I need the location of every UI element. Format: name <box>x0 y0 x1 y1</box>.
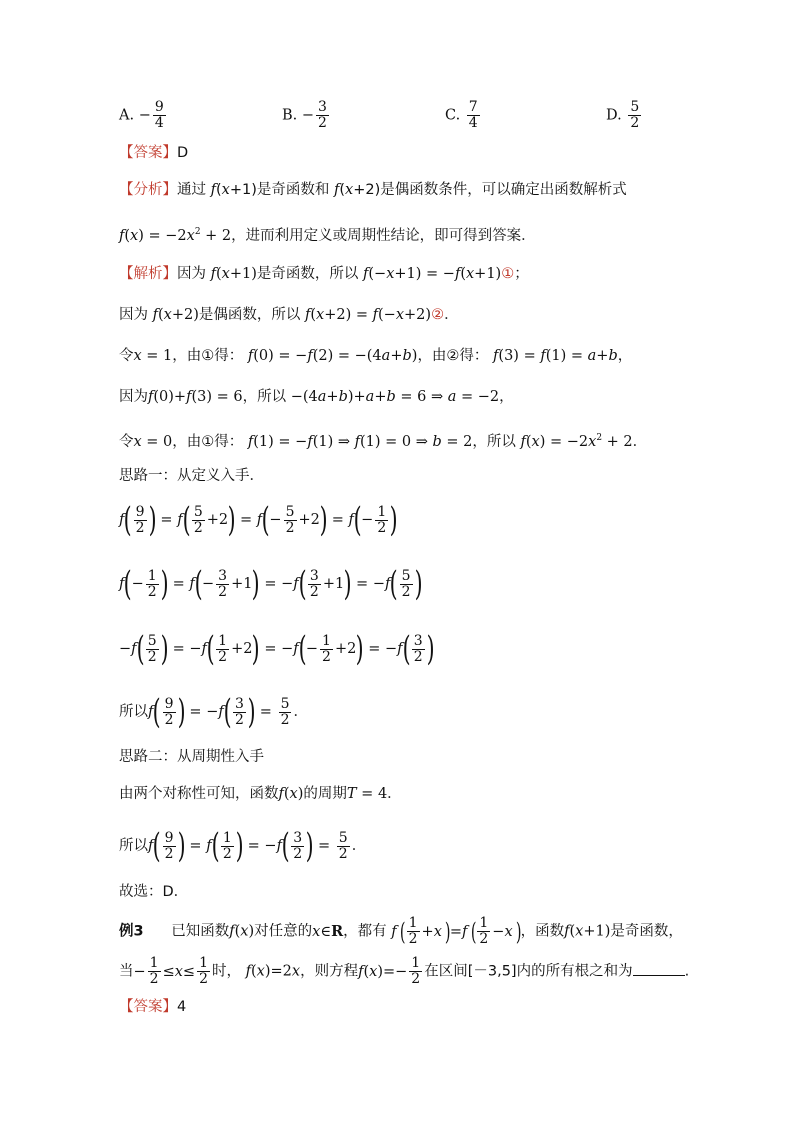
solution-line-2: 因为 f(x+2)是偶函数，所以 f(x+2) = f(−x+2)②． <box>119 307 459 323</box>
solution-line-1: 【解析】因为 f(x+1)是奇函数，所以 f(−x+1) = −f(x+1)①； <box>119 266 529 282</box>
equation-row-5: 所以f( $\frac{9}{2}$ ) = f( $\frac{1}{2}$ ) = −f( $\frac{3}{2}$ ) = $\frac{5}{2}$ ． <box>119 826 367 866</box>
analysis-line-2: $f(x) = -2x^2 + 2$，进而利用定义或周期性结论，即可得到答案． <box>119 227 536 244</box>
answer-line-2: 【答案】4 <box>119 999 187 1015</box>
idea-1-heading: 思路一：从定义入手． <box>119 468 264 484</box>
choose-line: 故选：D． <box>119 884 189 900</box>
answer-line: 【答案】D <box>119 145 189 161</box>
equation-row-1: f( $\frac{9}{2}$ ) = f( $\frac{5}{2}$ +2) = f(− $\frac{5}{2}$ +2) = f(− $\frac{1}{2}$ ) <box>119 500 398 540</box>
equation-row-2: f(− $\frac{1}{2}$ ) = f(− $\frac{3}{2}$ +1) = −f( $\frac{3}{2}$ +1) = −f( $\frac{5}{2}$ ) <box>119 564 423 604</box>
option-c: C. $\frac{7}{4}$ <box>445 99 478 131</box>
analysis-line-1: 【分析】通过 f(x+1)是奇函数和 f(x+2)是偶函数条件，可以确定出函数解析式 <box>119 182 627 198</box>
fraction: $\frac{9}{4}$ <box>154 99 164 131</box>
example-3-line-1: 例3 已知函数f(x)对任意的x∈R，都有 f ( $\frac{1}{2}$ +x )=f ( $\frac{1}{2}$ −x )，函数f(x+1)是奇函数， <box>119 915 683 947</box>
fraction: $\frac{3}{2}$ <box>318 99 327 131</box>
idea-2-heading: 思路二：从周期性入手 <box>119 749 264 765</box>
equation-row-3: −f( $\frac{5}{2}$ ) = −f( $\frac{1}{2}$ +2) = −f(− $\frac{1}{2}$ +2) = −f( $\frac{3}{2}$ ) <box>119 629 435 669</box>
option-d: D. $\frac{5}{2}$ <box>606 99 640 131</box>
fraction: $\frac{5}{2}$ <box>630 99 640 131</box>
solution-line-5: 令x = 0，由①得： f(1) = −f(1) ⇒ f(1) = 0 ⇒ b = 2，所以 $f(x) = -2x^2 + 2$． <box>119 433 648 450</box>
period-line: 由两个对称性可知，函数f(x)的周期T = 4． <box>119 786 402 802</box>
fraction: $\frac{7}{4}$ <box>468 99 478 131</box>
example-3-line-2: 当− $\frac{1}{2}$ ≤x≤ $\frac{1}{2}$ 时， f(x)=2x，则方程f(x)=− $\frac{1}{2}$ 在区间[－3,5]内的所有根之和为 . <box>119 955 690 987</box>
option-b: B. − $\frac{3}{2}$ <box>282 99 327 131</box>
answer-blank[interactable] <box>633 961 685 976</box>
equation-row-4: 所以f( $\frac{9}{2}$ ) = −f( $\frac{3}{2}$ ) = $\frac{5}{2}$ ． <box>119 692 308 732</box>
solution-line-3: 令x = 1，由①得： f(0) = −f(2) = −(4a+b)，由②得： f(3) = f(1) = a+b， <box>119 348 633 364</box>
option-a: A. − $\frac{9}{4}$ <box>119 99 164 131</box>
solution-line-4: 因为f(0)+f(3) = 6，所以 −(4a+b)+a+b = 6 ⇒ a = −2， <box>119 389 514 405</box>
